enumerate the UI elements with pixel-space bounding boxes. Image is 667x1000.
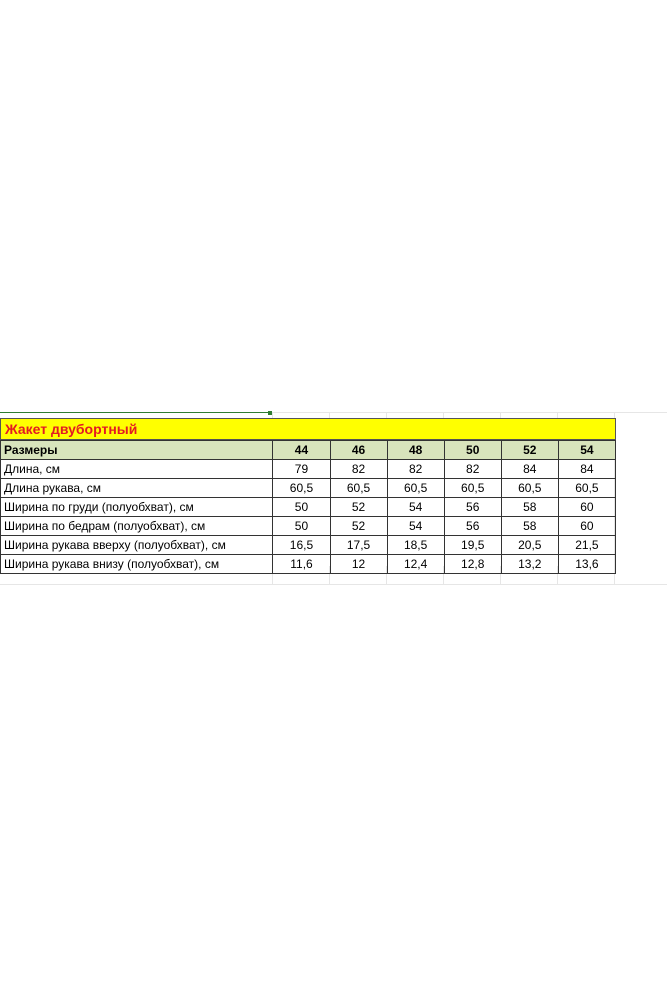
value-cell[interactable]: 52 bbox=[330, 517, 387, 536]
table-row bbox=[1, 479, 616, 498]
value-cell[interactable]: 82 bbox=[387, 460, 444, 479]
title-cell[interactable] bbox=[0, 418, 616, 440]
header-label-cell[interactable]: Размеры bbox=[1, 441, 273, 460]
value-cell[interactable]: 56 bbox=[444, 517, 501, 536]
value-cell[interactable]: 84 bbox=[501, 460, 558, 479]
value-cell[interactable]: 52 bbox=[330, 498, 387, 517]
value-cell[interactable]: 79 bbox=[273, 460, 330, 479]
value-cell[interactable]: 60,5 bbox=[387, 479, 444, 498]
selection-border bbox=[0, 412, 272, 417]
value-cell[interactable]: 13,6 bbox=[558, 555, 615, 574]
size-header-cell[interactable]: 50 bbox=[444, 441, 501, 460]
value-cell[interactable]: 11,6 bbox=[273, 555, 330, 574]
table-title: Жакет двубортный bbox=[5, 421, 138, 437]
value-cell[interactable]: 84 bbox=[558, 460, 615, 479]
row-label-cell[interactable]: Длина рукава, см bbox=[1, 479, 273, 498]
grid-line bbox=[0, 584, 667, 585]
value-cell[interactable]: 21,5 bbox=[558, 536, 615, 555]
value-cell[interactable]: 19,5 bbox=[444, 536, 501, 555]
value-cell[interactable]: 56 bbox=[444, 498, 501, 517]
value-cell[interactable]: 54 bbox=[387, 498, 444, 517]
table-row bbox=[1, 498, 616, 517]
row-label-cell[interactable]: Ширина по груди (полуобхват), см bbox=[1, 498, 273, 517]
value-cell[interactable]: 82 bbox=[330, 460, 387, 479]
value-cell[interactable]: 60 bbox=[558, 498, 615, 517]
value-cell[interactable]: 50 bbox=[273, 498, 330, 517]
value-cell[interactable]: 60 bbox=[558, 517, 615, 536]
value-cell[interactable]: 16,5 bbox=[273, 536, 330, 555]
value-cell[interactable]: 12,8 bbox=[444, 555, 501, 574]
table-row bbox=[1, 555, 616, 574]
size-header-cell[interactable]: 48 bbox=[387, 441, 444, 460]
fill-handle[interactable] bbox=[268, 411, 272, 415]
size-header-cell[interactable]: 54 bbox=[558, 441, 615, 460]
size-table bbox=[0, 440, 616, 574]
value-cell[interactable]: 20,5 bbox=[501, 536, 558, 555]
row-label-cell[interactable]: Длина, см bbox=[1, 460, 273, 479]
size-header-cell[interactable]: 44 bbox=[273, 441, 330, 460]
value-cell[interactable]: 58 bbox=[501, 517, 558, 536]
value-cell[interactable]: 17,5 bbox=[330, 536, 387, 555]
value-cell[interactable]: 18,5 bbox=[387, 536, 444, 555]
size-header-cell[interactable]: 52 bbox=[501, 441, 558, 460]
value-cell[interactable]: 60,5 bbox=[273, 479, 330, 498]
value-cell[interactable]: 60,5 bbox=[501, 479, 558, 498]
value-cell[interactable]: 58 bbox=[501, 498, 558, 517]
table-row bbox=[1, 536, 616, 555]
row-label-cell[interactable]: Ширина рукава внизу (полуобхват), см bbox=[1, 555, 273, 574]
value-cell[interactable]: 54 bbox=[387, 517, 444, 536]
header-row bbox=[1, 441, 616, 460]
value-cell[interactable]: 13,2 bbox=[501, 555, 558, 574]
value-cell[interactable]: 12 bbox=[330, 555, 387, 574]
table-row bbox=[1, 517, 616, 536]
value-cell[interactable]: 82 bbox=[444, 460, 501, 479]
value-cell[interactable]: 60,5 bbox=[558, 479, 615, 498]
table-row bbox=[1, 460, 616, 479]
value-cell[interactable]: 60,5 bbox=[330, 479, 387, 498]
value-cell[interactable]: 50 bbox=[273, 517, 330, 536]
value-cell[interactable]: 60,5 bbox=[444, 479, 501, 498]
row-label-cell[interactable]: Ширина рукава вверху (полуобхват), см bbox=[1, 536, 273, 555]
row-label-cell[interactable]: Ширина по бедрам (полуобхват), см bbox=[1, 517, 273, 536]
size-header-cell[interactable]: 46 bbox=[330, 441, 387, 460]
value-cell[interactable]: 12,4 bbox=[387, 555, 444, 574]
